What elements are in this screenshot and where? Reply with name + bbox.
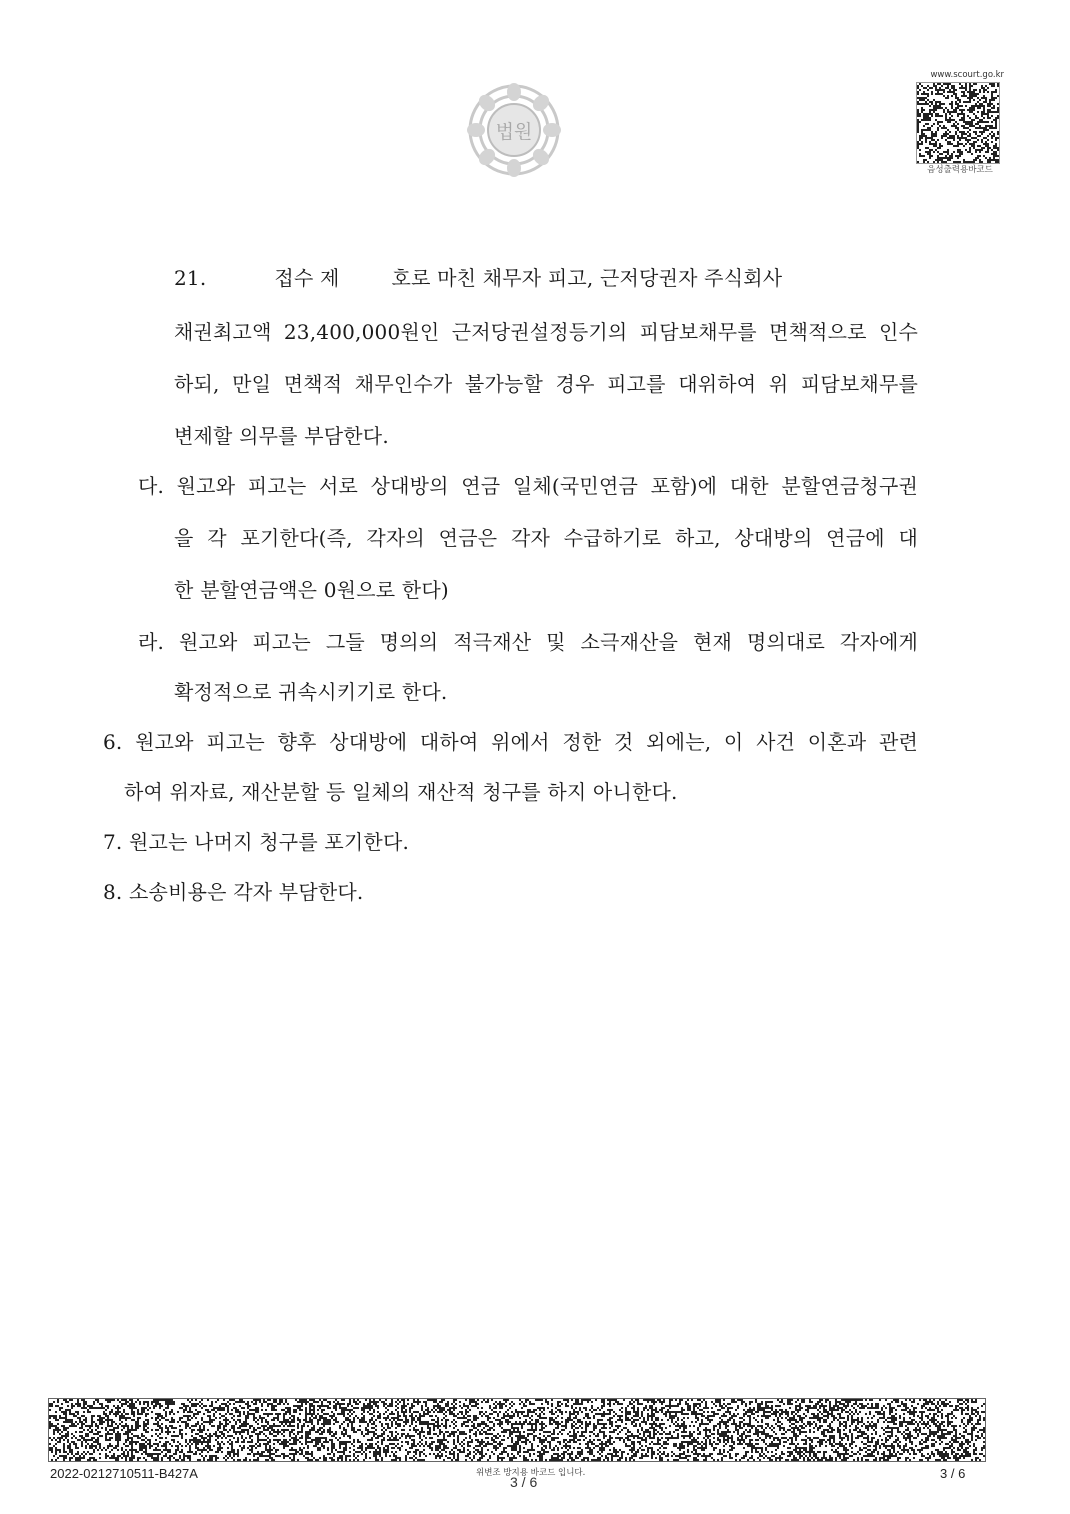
anti-forgery-barcode (48, 1398, 986, 1462)
court-url-text: www.scourt.go.kr (930, 70, 1004, 80)
item21-number: 21. (174, 266, 207, 290)
item21-line2: 채권최고액 23,400,000원인 근저당권설정등기의 피담보채무를 면책적으로 인수 (174, 320, 918, 344)
center-page-number: 3 / 6 (510, 1474, 538, 1490)
item21-receipt: 접수 제 (274, 266, 340, 290)
voice-output-barcode (916, 82, 1000, 164)
item8-line: 8. 소송비용은 각자 부담한다. (103, 880, 364, 904)
item7-line: 7. 원고는 나머지 청구를 포기한다. (103, 830, 410, 854)
item-da-line1: 다. 원고와 피고는 서로 상대방의 연금 일체(국민연금 포함)에 대한 분할연금청구권 (138, 474, 918, 498)
item-ra-line2: 확정적으로 귀속시키기로 한다. (174, 680, 448, 704)
barcode-caption: 음성출력용바코드 (927, 165, 993, 175)
item21-line3: 하되, 만일 면책적 채무인수가 불가능할 경우 피고를 대위하여 위 피담보채무를 (174, 372, 918, 396)
item-da-line3: 한 분할연금액은 0원으로 한다) (174, 578, 449, 602)
seal-text: 법원 (495, 121, 533, 143)
item6-line1: 6. 원고와 피고는 향후 상대방에 대하여 위에서 정한 것 외에는, 이 사건 이혼과 관련 (103, 730, 918, 754)
item21-line4: 변제할 의무를 부담한다. (174, 424, 389, 448)
item6-line2: 하여 위자료, 재산분할 등 일체의 재산적 청구를 하지 아니한다. (124, 780, 678, 804)
court-seal-logo (466, 82, 562, 178)
item-da-line2: 을 각 포기한다(즉, 각자의 연금은 각자 수급하기로 하고, 상대방의 연금에 대 (174, 526, 918, 550)
barcode-note: 위변조 방지용 바코드 입니다. (476, 1468, 586, 1478)
document-id: 2022-0212710511-B427A (50, 1466, 198, 1481)
item21-line1 (174, 266, 782, 290)
item21-text: 호로 마친 채무자 피고, 근저당권자 주식회사 (391, 266, 783, 290)
page-number: 3 / 6 (940, 1466, 966, 1481)
item-ra-line1: 라. 원고와 피고는 그들 명의의 적극재산 및 소극재산을 현재 명의대로 각자에게 (138, 630, 918, 654)
